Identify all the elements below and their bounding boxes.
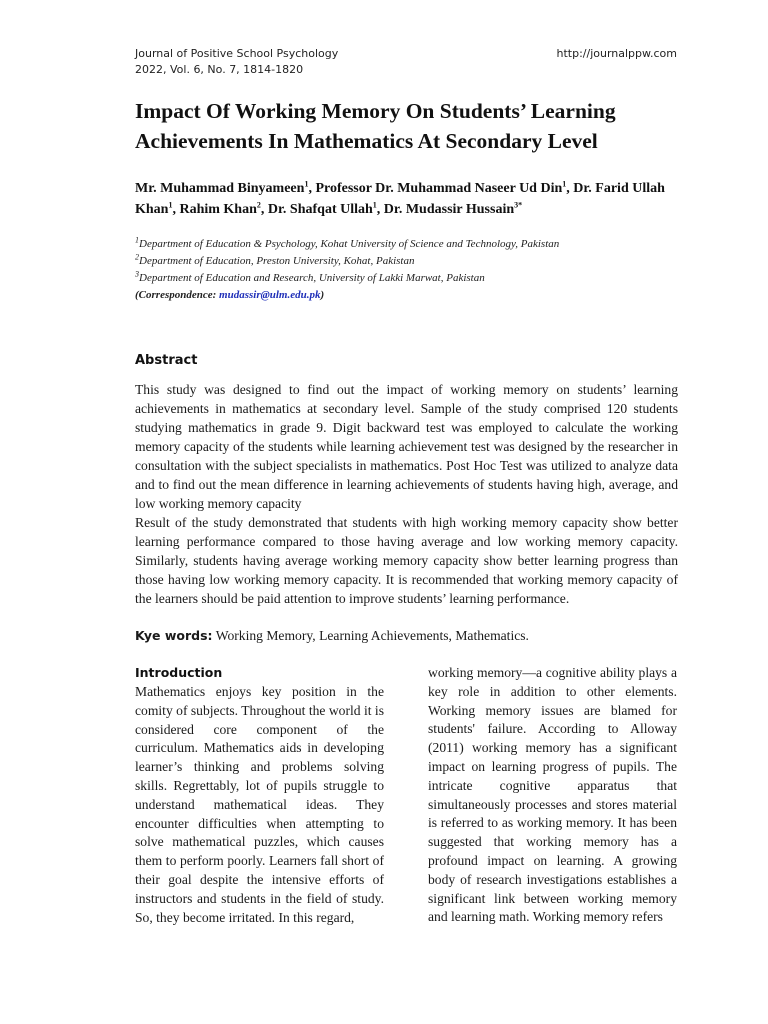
abstract-heading: Abstract xyxy=(135,353,198,368)
correspondence-line xyxy=(135,287,680,304)
author-affil-mark: 1 xyxy=(168,200,173,210)
affiliations xyxy=(135,236,680,304)
affiliation-mark: 3 xyxy=(135,269,139,279)
correspondence-email-link[interactable]: mudassir@ulm.edu.pk xyxy=(219,289,321,301)
abstract-paragraph: Result of the study demonstrated that students with high working memory capacity show better learning performance compared to those having average and low working memory capacity. Similarly, students having average working memory capacity show better learning progress than those having low working memory capacity. It is recommended that working memory capacity of the learners should be paid attention to improve students’ learning performance. xyxy=(135,515,678,606)
correspondence-label: Correspondence: xyxy=(138,289,220,301)
author-list: Mr. Muhammad Binyameen$^1$, Professor Dr. Muhammad Naseer Ud Din$^1$, Dr. Farid Ullah Khan$^1$, Rahim Khan$^2$, Dr. Shafqat Ullah$^1$, Dr. Mudassir Hussain$^{3*}$ xyxy=(135,179,665,217)
introduction-heading: Introduction xyxy=(135,665,223,680)
affiliation-text: Department of Education & Psychology, Kohat University of Science and Technology, Pakistan xyxy=(139,238,560,250)
author-name: Dr. Shafqat Ullah xyxy=(267,202,373,217)
author-name: Rahim Khan xyxy=(179,202,257,217)
author-name: Dr. Farid Ullah Khan xyxy=(135,181,665,217)
author-affil-mark: 1 xyxy=(562,179,567,189)
abstract-paragraph: This study was designed to find out the impact of working memory on students’ learning achievements in mathematics at secondary level. Sample of the study comprised 120 students studying mathematics in grade 9. Digit backward test was employed to calculate the working memory capacity of the students while learning achievement test was designed by the researcher in consultation with the subject specialists in mathematics. Post Hoc Test was utilized to analyze data and to find out the mean difference in learning achievements of students having high, average, and low working memory capacity xyxy=(135,382,678,511)
keywords xyxy=(135,626,678,645)
keywords-label: Kye words: xyxy=(135,628,213,643)
author-name: Mr. Muhammad Binyameen xyxy=(135,181,305,196)
issue-info: 2022, Vol. 6, No. 7, 1814-1820 xyxy=(135,63,304,76)
correspondence-open: ( xyxy=(135,289,139,301)
introduction-right-column: working memory—a cognitive ability plays a key role in addition to other elements. Working memory issues are blamed for students' failure. According to Alloway (2011) working memory has a significant impact on learning progress of pupils. The intricate cognitive apparatus that simultaneously processes and stores material is referred to as working memory. It has been suggested that working memory has a profound impact on learning. A growing body of research investigations establishes a significant link between working memory and learning math. Working memory refers xyxy=(428,665,677,925)
running-header xyxy=(135,46,338,78)
affiliation-text: Department of Education, Preston University, Kohat, Pakistan xyxy=(139,255,415,267)
journal-url[interactable]: http://journalppw.com xyxy=(556,47,677,60)
affiliation-line xyxy=(135,270,680,287)
author-name: Professor Dr. Muhammad Naseer Ud Din xyxy=(315,181,563,196)
affiliation-line xyxy=(135,253,680,270)
affiliation-line xyxy=(135,236,680,253)
author-affil-mark: 2 xyxy=(256,200,261,210)
affiliation-text: Department of Education and Research, University of Lakki Marwat, Pakistan xyxy=(139,272,485,284)
introduction-left-column: Mathematics enjoys key position in the comity of subjects. Throughout the world it is considered core component of the curriculum. Mathematics aids in developing learner’s thinking and problems solving skills. Regrettably, lot of pupils struggle to understand mathematical ideas. They encounter difficulties when attempting to solve mathematical puzzles, which causes them to perform poorly. Learners fall short of their goal despite the intensive efforts of instructors and students in the field of study. So, they become irritated. In this regard, xyxy=(135,684,384,925)
correspondence-close: ) xyxy=(320,289,325,301)
author-affil-mark: 1 xyxy=(304,179,309,189)
keywords-text: Working Memory, Learning Achievements, Mathematics. xyxy=(215,628,529,643)
journal-name: Journal of Positive School Psychology xyxy=(135,47,339,60)
author-affil-mark: 1 xyxy=(372,200,377,210)
author-name: Dr. Mudassir Hussain xyxy=(383,202,515,217)
abstract-body xyxy=(135,380,678,608)
affiliation-mark: 2 xyxy=(135,252,139,262)
author-affil-mark: 3* xyxy=(514,200,523,210)
affiliation-mark: 1 xyxy=(135,235,139,245)
paper-title: Impact Of Working Memory On Students’ Learning Achievements In Mathematics At Secondary Level xyxy=(135,99,616,153)
